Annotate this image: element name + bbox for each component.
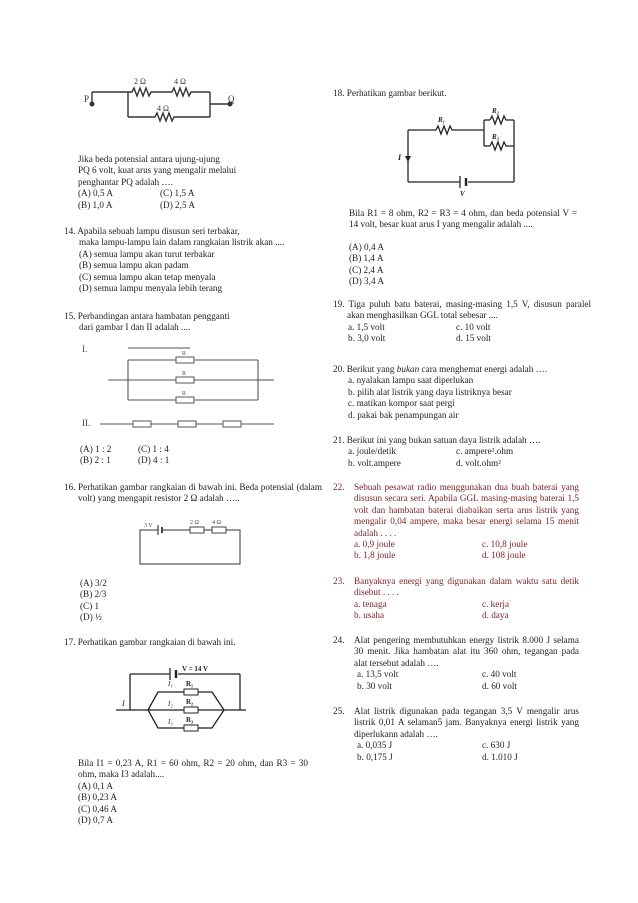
q19-option-c: c. 10 volt [456,322,491,332]
q14-option-b: (B) semua lampu akan padam [79,260,189,271]
q23-question [333,576,579,622]
q15-question [64,311,314,334]
q15-stem-line: dari gambar I dan II adalah .... [79,322,191,333]
q22-stem-row [333,482,579,539]
q13-option-b: (B) 1,0 A [78,199,113,210]
q17-stem: 17. Perhatikan gambar rangkaian di bawah ini. [64,637,236,647]
q22-option-b: b. 1,8 joule [354,550,396,561]
q15-label-r: R [182,391,187,397]
q23-option-d: d. daya [482,610,509,621]
q21-option-b: b. volt.ampere [348,457,401,468]
q25-question [333,706,579,763]
q20-stem-emphasis: bukan [396,364,420,374]
q24-option-b: b. 30 volt [357,680,392,691]
q19-options-row [348,333,578,344]
q24-options-row [333,681,579,692]
q13-question [78,154,308,211]
q17-label-r3: R₃ [186,716,194,724]
q25-number: 25. [333,706,345,716]
q22-options-row [333,550,579,561]
q25-options-row [333,752,579,763]
q24-stem: Alat pengering membutuhkan energy listrik 8.000 J selama 30 menit. Jika hambatan alat itu 360 ohm, tegangan pada alat tersebut adalah …. [354,635,579,668]
q19-option-a: a. 1,5 volt [348,322,385,332]
q15-label-2: II. [82,418,91,428]
q17-given: Bila I1 = 0,23 A, R1 = 60 ohm, R2 = 20 ohm, dan R3 = 30 ohm, maka I3 adalah.... [78,758,308,780]
q18-label-r1: R₁ [438,116,446,124]
q21-option-d: d. volt.ohm² [456,457,501,468]
q17-label-r1: R₁ [186,680,194,688]
q15-option-d: (D) 4 : 1 [138,455,170,466]
q20-option-a: a. nyalakan lampu saat diperlukan [348,375,474,386]
q17-label-r2: R₂ [186,698,194,706]
q19-option-b: b. 3,0 volt [348,333,386,344]
q18-label-r3: R₃ [492,133,500,141]
q21-options-row [333,446,583,457]
q24-option-a: a. 13,5 volt [357,669,399,680]
q20-option-d: d. pakai bak penampungan air [348,409,459,420]
q22-options-row [333,539,579,550]
q21-options-row [333,458,583,469]
q15-option-b: (B) 2 : 1 [80,455,111,466]
q18-option-a: (A) 0,4 A [349,242,384,252]
q13-option-a: (A) 0,5 A [78,188,113,199]
q13-label-p: P [84,94,90,104]
q14-option-a: (A) semua lampu akan turut terbakar [79,248,215,259]
q16-option-c: (C) 1 [80,600,100,611]
q14-option-d: (D) semua lampu menyala lebih terang [79,283,223,294]
q17-label-i3: I₃ [168,718,173,726]
q20-stem-post: cara menghemat energi adalah …. [419,364,548,374]
q19-options-row [348,322,578,333]
q17-label-i2: I₂ [168,700,173,708]
q16-option-b: (B) 2/3 [80,589,107,600]
q16-option-a: (A) 3/2 [80,578,107,588]
q14-stem-line: 14. Apabila sebuah lampu disusun seri terbakar, [64,226,240,236]
q17-option-b: (B) 0,23 A [78,792,118,803]
q13-circuit-figure [80,72,250,130]
q17-circuit-figure [112,664,252,750]
q25-option-b: b. 0,175 J [357,751,393,762]
q25-options-row [333,740,579,751]
q16-label-r2: 4 Ω [212,520,221,526]
q15-label-r: R [182,371,187,377]
q17-label-i: I [122,699,125,708]
q23-options-row [333,599,579,610]
q24-option-d: d. 60 volt [482,680,517,691]
q23-option-a: a. tenaga [354,598,387,609]
q13-label-r3: 4 Ω [157,104,169,113]
q17-option-c: (C) 0,46 A [78,803,118,814]
q16-stem: 16. Perhatikan gambar rangkaian di bawah ini. Beda potensial (dalam volt) yang mengapit resistor 2 Ω adalah ….. [64,482,322,504]
q19-stem: 19. Tiga puluh batu baterai, masing-masing 1,5 V, disusun paralel akan menghasilkan GGL total sebesar .... [333,299,591,321]
q15-options-row [80,444,280,455]
q23-number: 23. [333,576,345,586]
q18-given: Bila R1 = 8 ohm, R2 = R3 = 4 ohm, dan beda potensial V = 14 volt, besar kuat arus I yang mengalir adalah .... [349,208,577,230]
q25-option-c: c. 630 J [482,740,511,751]
q15-label-1: I. [82,344,88,354]
q17-label-v: V = 14 V [182,665,209,673]
q16-label-r1: 2 Ω [190,520,199,526]
q23-option-c: c. kerja [482,598,510,609]
q21-option-c: c. ampere².ohm [456,446,514,457]
q19-option-d: d. 15 volt [456,333,491,344]
q20-stem [333,364,583,375]
q22-option-a: a. 0,9 joule [354,539,395,550]
q13-options-row [78,188,308,199]
q17-option-a: (A) 0,1 A [78,781,113,791]
q22-stem: Sebuah pesawat radio menggunakan dua buah baterai yang disusun secara seri. Apabila GGL masing-masing baterai 1,5 volt dan hambatan baterai diabaikan serta arus listrik yang mengalir 0,04 ampere, maka besar energi selama 15 menit adalah . . . . [354,482,579,538]
q16-option-d: (D) ½ [80,612,102,623]
q24-question [333,635,579,692]
q14-question [64,226,314,294]
q13-stem-line: PQ 6 volt, kuat arus yang mengalir melalui [78,165,237,176]
q15-label-r: R [182,351,187,357]
q23-option-b: b. usaha [354,610,385,621]
q19-options [348,322,578,345]
q17-label-i1: I₁ [168,680,173,688]
q18-options [349,242,499,288]
q15-options-row [80,455,280,466]
q18-option-c: (C) 2,4 A [349,264,384,275]
q16-label-v: 3 V [144,523,153,529]
q20-stem-pre: 20. Berikut yang [333,364,397,374]
q18-option-d: (D) 3,4 A [349,276,384,287]
q13-stem-line: penghantar PQ adalah …. [78,176,173,187]
q16-options [80,578,230,624]
q14-option-c: (C) semua lampu akan tetap menyala [79,271,216,282]
q25-option-d: d. 1.010 J [482,751,518,762]
q24-options-row [333,669,579,680]
q20-option-b: b. pilih alat listrik yang daya listriknya besar [348,386,512,397]
q18-circuit-figure [396,106,536,198]
q17-options [78,781,228,827]
q24-stem-row [333,635,579,669]
q13-options-row [78,200,308,211]
q15-option-c: (C) 1 : 4 [138,444,169,454]
q15-option-a: (A) 1 : 2 [80,444,112,454]
q22-option-c: c. 10,8 joule [482,539,528,550]
q21-option-a: a. joule/detik [348,446,396,457]
q22-question [333,482,579,562]
q18-stem: 18. Perhatikan gambar berikut. [333,88,447,98]
q13-option-c: (C) 1,5 A [160,188,195,199]
q17-option-d: (D) 0,7 A [78,815,113,826]
q21-stem: 21. Berikut ini yang bukan satuan daya listrik adalah …. [333,435,541,445]
q16-circuit-figure [132,520,252,570]
q25-stem: Alat listrik digunakan pada tegangan 3,5 V mengalir arus listrik 0,01 A selaman5 jam. Banyaknya energi listrik yang diperlukann adalah …. [354,706,579,739]
q23-options-row [333,610,579,621]
q13-label-r1: 2 Ω [134,77,146,86]
q15-options [80,444,280,467]
q24-number: 24. [333,635,345,645]
q13-label-r2: 4 Ω [174,77,186,86]
q13-option-d: (D) 2,5 A [160,199,195,210]
q13-stem-line: Jika beda potensial antara ujung-ujung [78,154,220,164]
q18-label-v: V [460,190,465,198]
q25-option-a: a. 0,035 J [357,740,393,751]
q14-stem-line: maka lampu-lampu lain dalam rangkaian listrik akan .... [79,237,285,248]
q23-stem: Banyaknya energi yang digunakan dalam waktu satu detik disebut . . . . [354,576,579,598]
q23-stem-row [333,576,579,599]
q15-stem-line: 15. Perbandingan antara hambatan pengganti [64,311,230,321]
q22-number: 22. [333,482,345,492]
q13-label-q: Q [228,94,235,104]
q21-question [333,435,583,469]
q18-label-r2: R₂ [492,107,500,115]
q20-question [333,364,583,421]
q20-option-c: c. matikan kompor saat pergi [348,398,455,409]
q18-label-i: I [398,153,402,162]
q22-option-d: d. 108 joule [482,550,526,561]
q18-option-b: (B) 1,4 A [349,253,384,264]
q25-stem-row [333,706,579,740]
q24-option-c: c. 40 volt [482,669,517,680]
q15-circuit-figure [78,340,278,436]
